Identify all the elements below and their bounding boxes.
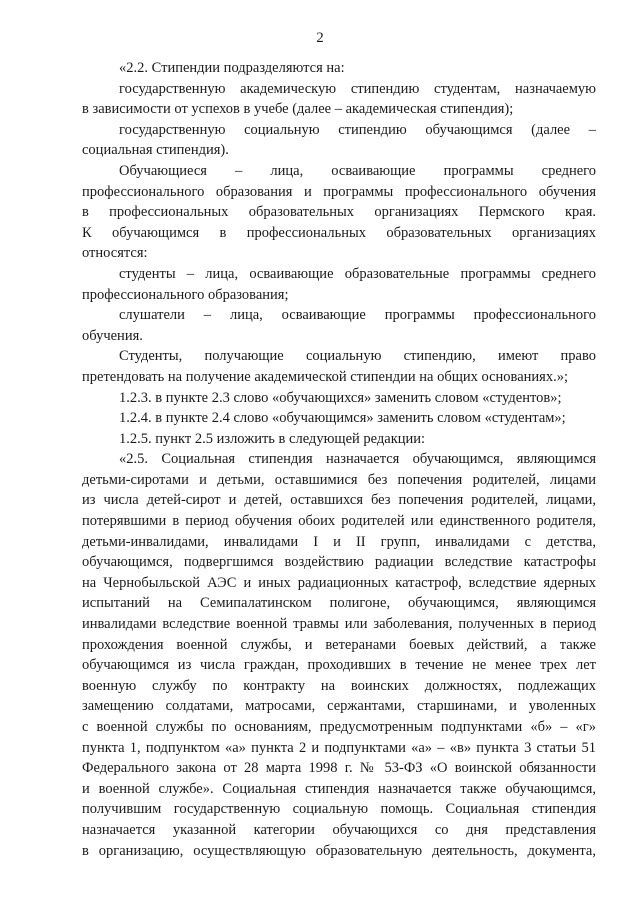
text-line: получившим государственную социальную помощь. Социальная стипендия xyxy=(82,801,596,818)
text-line: претендовать на получение академической стипендии на общих основаниях.»; xyxy=(82,368,568,385)
text-line: военную службу по контракту на воинских должностях, подлежащих xyxy=(82,677,596,694)
text-line: пункта 1, подпунктом «а» пункта 2 и подпунктами «а» – «в» пункта 3 статьи 51 xyxy=(82,739,596,756)
text-line: Обучающиеся – лица, осваивающие программы среднего xyxy=(119,162,596,179)
text-line: на Чернобыльской АЭС и иных радиационных катастроф, вследствие ядерных xyxy=(82,574,596,591)
text-line: назначается указанной категории обучающихся со дня представления xyxy=(82,821,596,838)
text-line: 1.2.5. пункт 2.5 изложить в следующей редакции: xyxy=(119,430,426,447)
text-line: 1.2.3. в пункте 2.3 слово «обучающихся» заменить словом «студентов»; xyxy=(119,389,562,406)
text-line: обучения. xyxy=(82,327,143,344)
text-line: в организацию, осуществляющую образовательную деятельность, документа, xyxy=(82,842,596,859)
text-line: профессионального образования и программы профессионального обучения xyxy=(82,183,596,200)
text-line: государственную социальную стипендию обучающимся (далее – xyxy=(119,121,596,138)
text-line: замещению солдатами, матросами, сержантами, старшинами, и уволенных xyxy=(82,698,596,715)
text-line: «2.5. Социальная стипендия назначается обучающимся, являющимся xyxy=(119,451,596,468)
text-line: инвалидами вследствие военной травмы или заболевания, полученных в период xyxy=(82,616,596,633)
text-line: из числа детей-сирот и детей, оставшихся без попечения родителей, лицами, xyxy=(82,492,596,509)
text-line: потерявшими в период обучения обоих родителей или единственного родителя, xyxy=(82,513,596,530)
text-line: государственную академическую стипендию студентам, назначаемую xyxy=(119,80,596,97)
text-line: в профессиональных образовательных организациях Пермского края. xyxy=(82,204,596,221)
text-line: Студенты, получающие социальную стипендию, имеют право xyxy=(119,348,596,365)
text-line: слушатели – лица, осваивающие программы профессионального xyxy=(119,307,596,324)
page-number: 2 xyxy=(316,30,324,46)
text-line: обучающимся из числа граждан, проходивших в течение не менее трех лет xyxy=(82,657,596,674)
text-line: социальная стипендия). xyxy=(82,142,229,159)
text-line: 1.2.4. в пункте 2.4 слово «обучающимся» заменить словом «студентам»; xyxy=(119,410,566,427)
text-line: испытаний на Семипалатинском полигоне, обучающимся, являющимся xyxy=(82,595,596,612)
text-line: относятся: xyxy=(82,245,148,262)
text-line: прохождения военной службы, и ветеранами боевых действий, а также xyxy=(82,636,596,653)
text-line: К обучающимся в профессиональных образовательных организациях xyxy=(82,224,596,241)
text-line: Федерального закона от 28 марта 1998 г. № 53-ФЗ «О воинской обязанности xyxy=(82,760,596,777)
text-line: детьми-сиротами и детьми, оставшимися без попечения родителей, лицами xyxy=(82,471,596,488)
text-line: детьми-инвалидами, инвалидами I и II групп, инвалидами с детства, xyxy=(82,533,596,550)
text-line: с военной службы по основаниям, предусмотренным подпунктами «б» – «г» xyxy=(82,719,596,735)
text-line: обучающимся, подвергшимся воздействию радиации вследствие катастрофы xyxy=(82,554,596,571)
document-body xyxy=(82,58,596,861)
text-line: профессионального образования; xyxy=(82,286,289,303)
text-line: «2.2. Стипендии подразделяются на: xyxy=(119,60,345,76)
text-line: в зависимости от успехов в учебе (далее – академическая стипендия); xyxy=(82,101,514,118)
text-line: и военной службе». Социальная стипендия назначается также обучающимся, xyxy=(82,780,596,797)
text-line: студенты – лица, осваивающие образовательные программы среднего xyxy=(119,265,596,282)
